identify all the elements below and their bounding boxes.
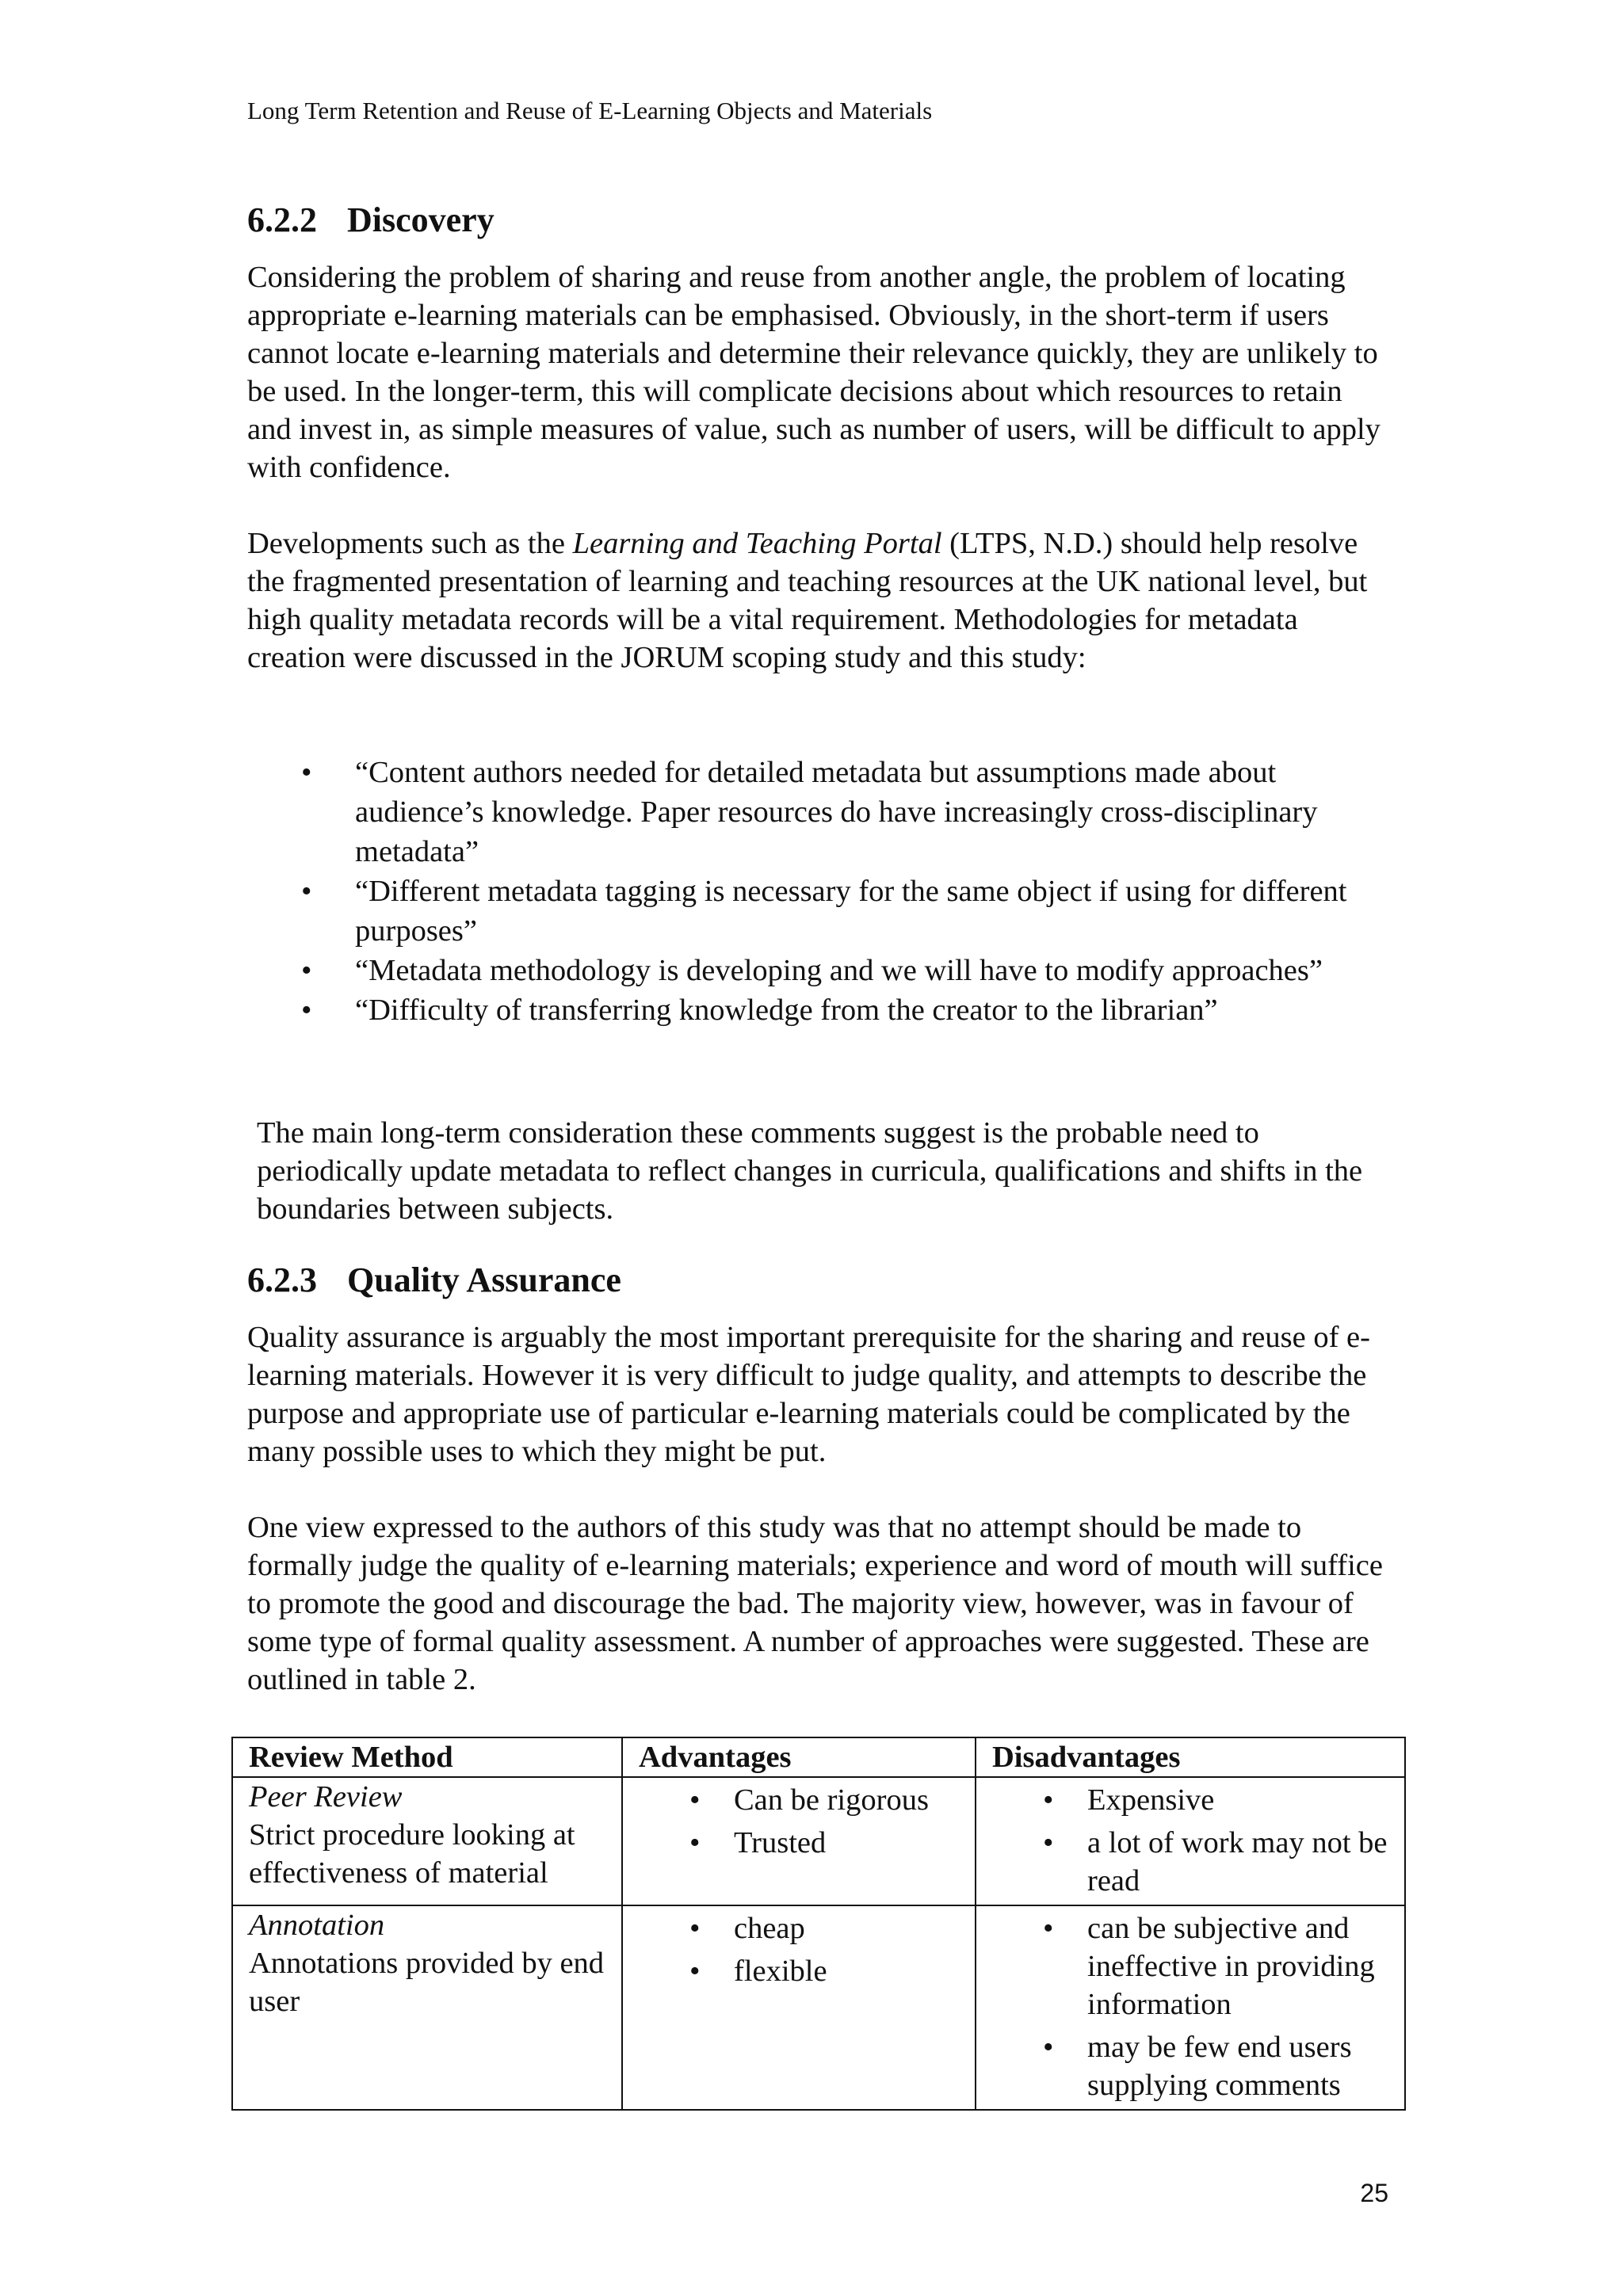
list-item: • “Different metadata tagging is necessary for the same object if using for different purposes”	[247, 871, 1388, 951]
discovery-paragraph-1: Considering the problem of sharing and reuse from another angle, the problem of locating appropriate e-learning materials can be emphasised. Obviously, in the short-term if users cannot locate e-learning materials and determine their relevance quickly, they are unlikely to be used. In the longer-term, this will complicate decisions about which resources to retain and invest in, as simple measures of value, such as number of users, will be difficult to apply with confidence.	[247, 261, 1381, 484]
section-heading-discovery	[247, 198, 495, 242]
advantages-cell	[622, 1905, 976, 2110]
portal-name: Learning and Teaching Portal	[572, 527, 942, 560]
method-name: Peer Review	[249, 1780, 403, 1814]
list-item: • cheap	[623, 1909, 968, 1947]
column-header-review-method: Review Method	[232, 1737, 622, 1777]
list-item: • Can be rigorous	[623, 1781, 968, 1819]
list-item: • a lot of work may not be read	[976, 1824, 1398, 1900]
paragraph-text: (LTPS, N.D.) should help resolve the fragmented presentation of learning and teaching resources at the UK national level, but high quality metadata records will be a vital requirement. Methodologies for metadata creation were discussed in the JORUM scoping study and this study:	[247, 527, 1368, 674]
list-item: • may be few end users supplying comments	[976, 2028, 1398, 2104]
advantages-cell	[622, 1777, 976, 1905]
method-description: Strict procedure looking at effectiveness of material	[249, 1818, 575, 1890]
list-item: • “Content authors needed for detailed metadata but assumptions made about audience’s knowledge. Paper resources do have increasingly cross-disciplinary metadata”	[247, 753, 1388, 871]
list-item: • “Difficulty of transferring knowledge from the creator to the librarian”	[247, 990, 1388, 1030]
disadvantages-cell	[976, 1905, 1405, 2110]
list-item: • flexible	[623, 1952, 968, 1990]
table-row	[232, 1777, 1405, 1905]
quality-paragraph-1: Quality assurance is arguably the most important prerequisite for the sharing and reuse of e-learning materials. However it is very difficult to judge quality, and attempts to describe the purpose and appropriate use of particular e-learning materials could be complicated by the many possible uses to which they might be put.	[247, 1321, 1370, 1468]
disadvantages-cell	[976, 1777, 1405, 1905]
column-header-advantages: Advantages	[622, 1737, 976, 1777]
section-heading-quality	[247, 1258, 621, 1302]
discovery-paragraph-3: The main long-term consideration these comments suggest is the probable need to periodically update metadata to reflect changes in curricula, qualifications and shifts in the boundaries between subjects.	[257, 1116, 1363, 1226]
metadata-quotes-list	[247, 753, 1388, 1030]
list-item: • can be subjective and ineffective in providing information	[976, 1909, 1398, 2023]
list-item: • Trusted	[623, 1824, 968, 1862]
column-header-disadvantages: Disadvantages	[976, 1737, 1405, 1777]
list-item: • Expensive	[976, 1781, 1398, 1819]
review-method-cell	[232, 1905, 622, 2110]
section-title: Discovery	[347, 200, 495, 239]
paragraph-text: Developments such as the	[247, 527, 573, 560]
running-header: Long Term Retention and Reuse of E-Learning Objects and Materials	[247, 97, 933, 124]
section-number: 6.2.3	[247, 1261, 317, 1299]
review-method-cell	[232, 1777, 622, 1905]
review-methods-table	[231, 1737, 1406, 2111]
discovery-paragraph-2	[247, 524, 1388, 677]
table-row	[232, 1905, 1405, 2110]
method-name: Annotation	[249, 1909, 385, 1942]
quality-paragraph-2: One view expressed to the authors of this study was that no attempt should be made to formally judge the quality of e-learning materials; experience and word of mouth will suffice to promote the good and discourage the bad. The majority view, however, was in favour of some type of formal quality assessment. A number of approaches were suggested. These are outlined in table 2.	[247, 1511, 1383, 1696]
list-item: • “Metadata methodology is developing and we will have to modify approaches”	[247, 951, 1388, 990]
table-header-row	[232, 1737, 1405, 1777]
page-number: 25	[1360, 2179, 1388, 2207]
section-title: Quality Assurance	[347, 1261, 621, 1299]
section-number: 6.2.2	[247, 200, 317, 239]
method-description: Annotations provided by end user	[249, 1947, 605, 2018]
